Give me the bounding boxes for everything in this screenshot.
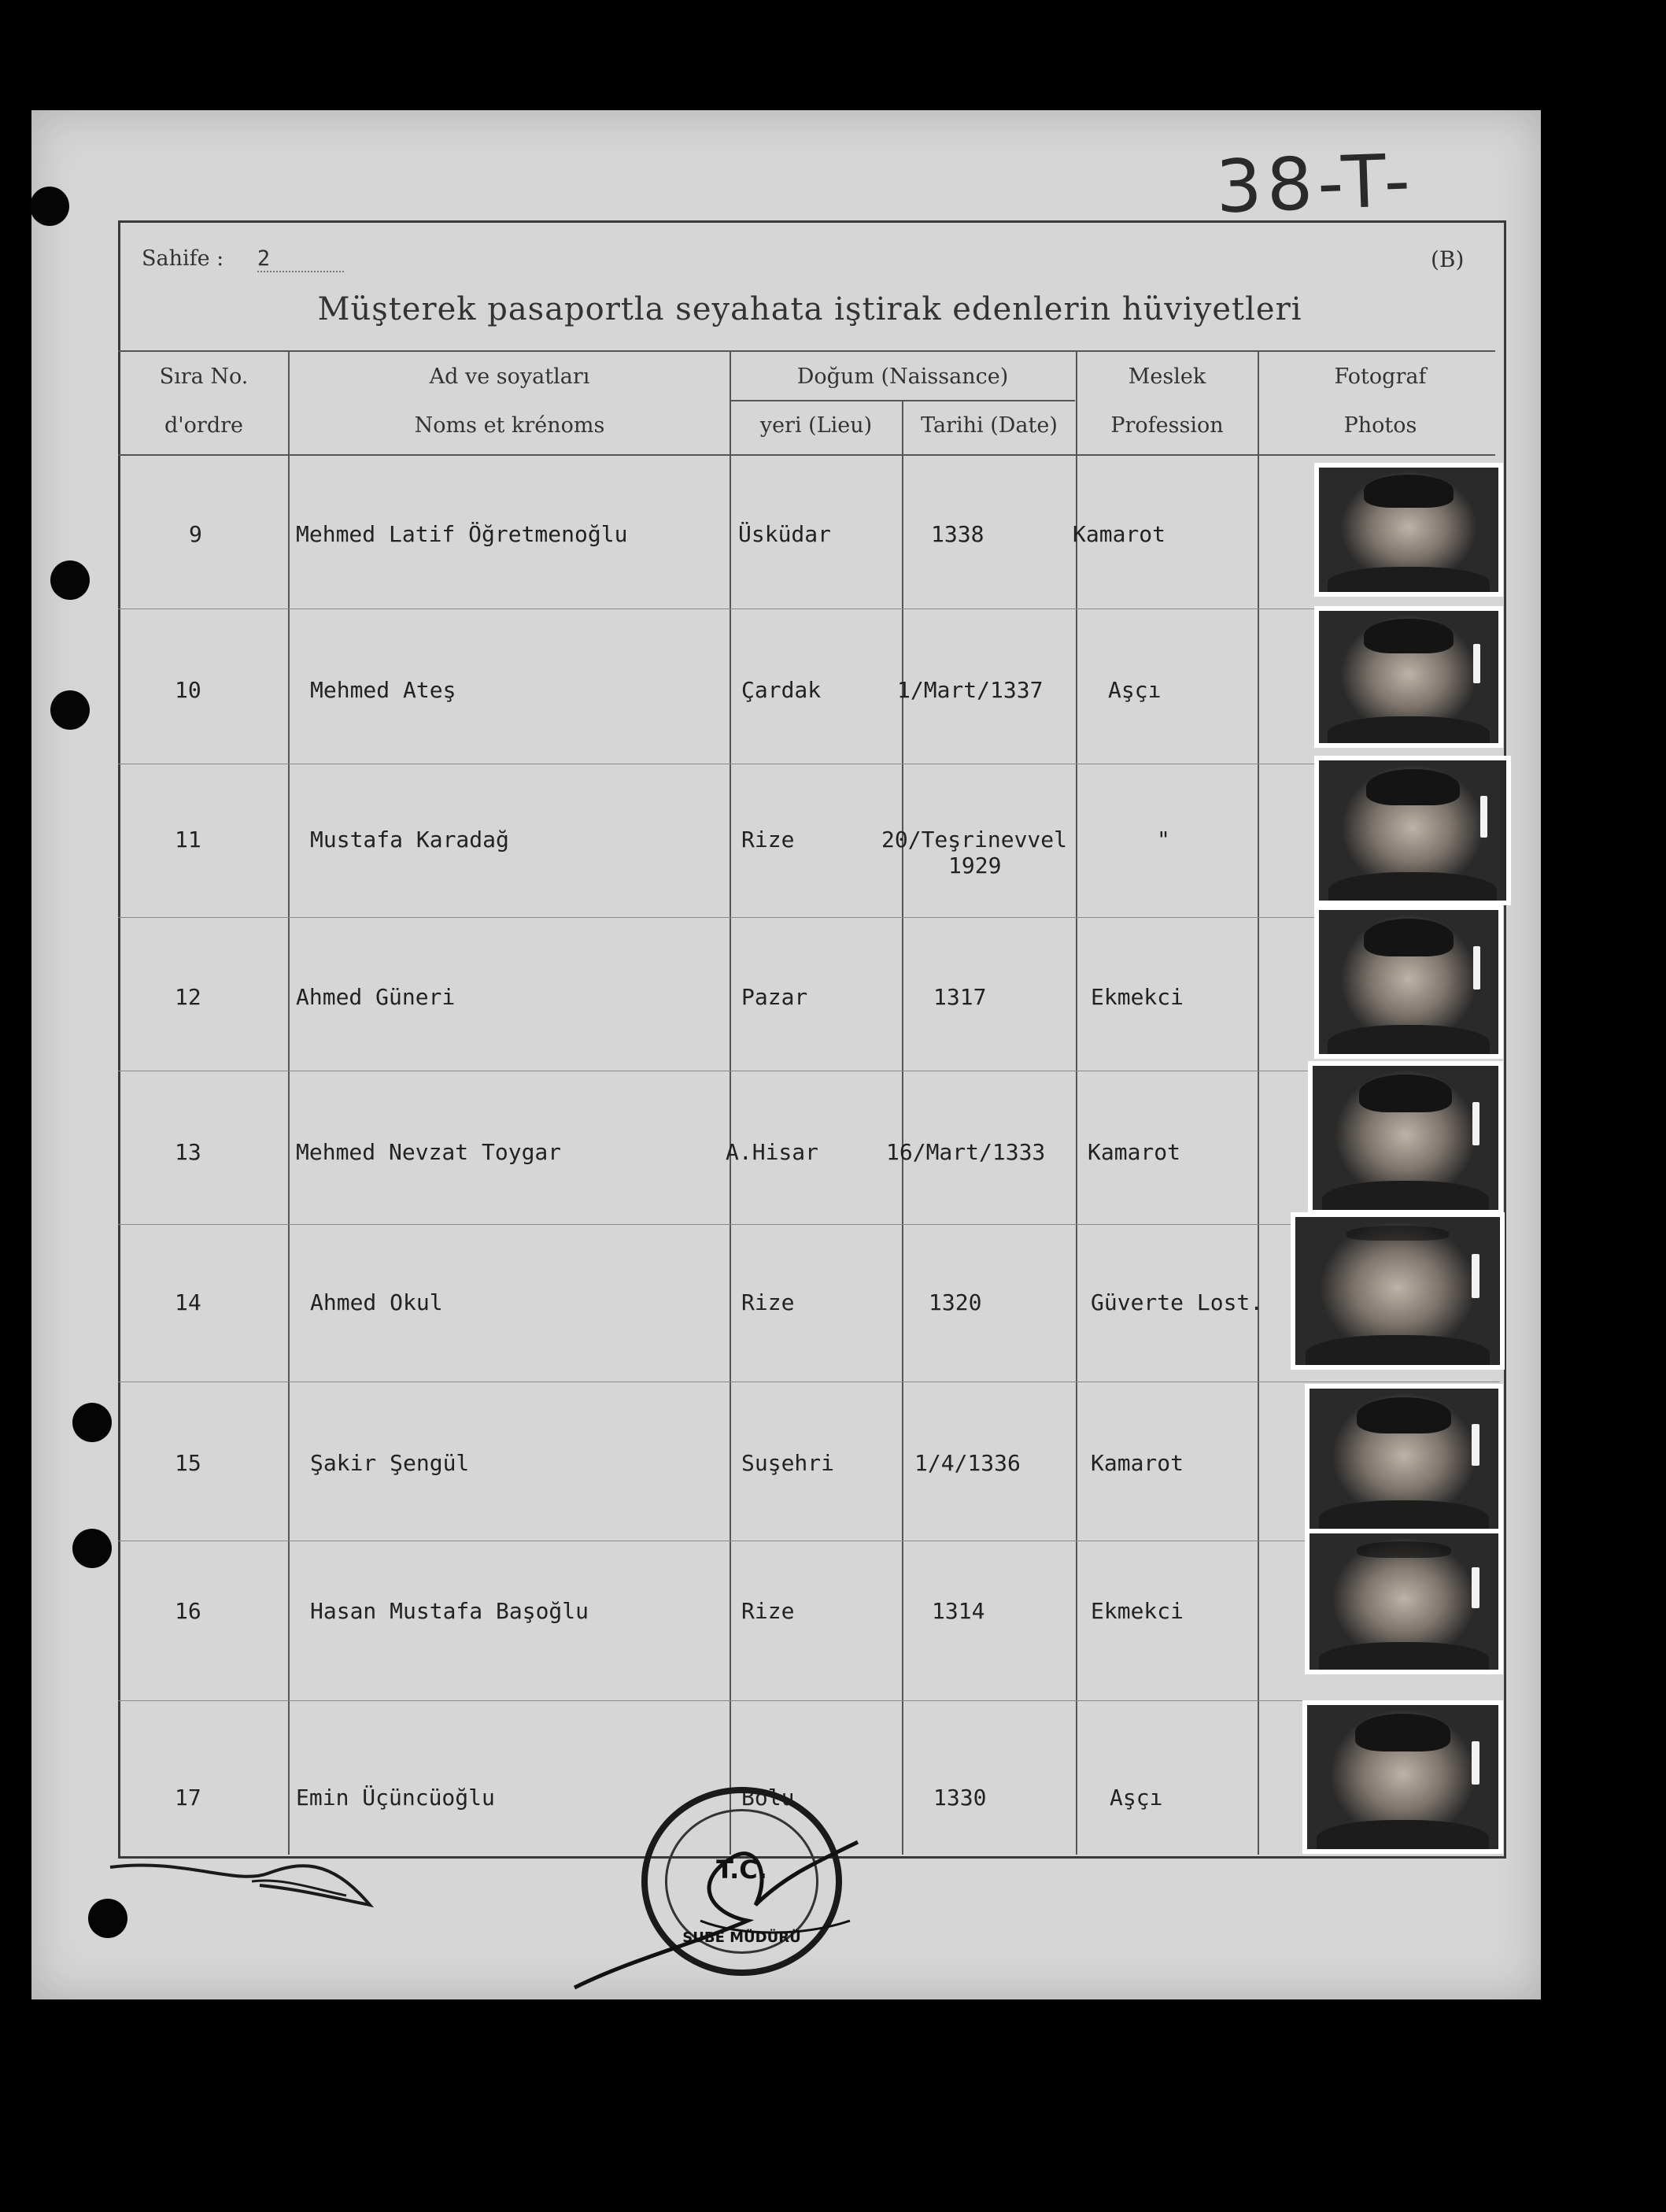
birth-date: 1317 — [933, 984, 987, 1010]
row-number: 11 — [175, 827, 201, 853]
handwritten-reference: 38-T- — [1214, 138, 1417, 230]
profession: Aşçı — [1110, 1785, 1163, 1811]
birth-place: Bolu — [741, 1785, 795, 1811]
profession: Ekmekci — [1091, 984, 1184, 1010]
birth-place: Rize — [741, 827, 795, 853]
birth-place: Pazar — [741, 984, 808, 1010]
header-sira-fr: d'ordre — [164, 413, 244, 438]
row-number: 14 — [175, 1289, 201, 1315]
header-birth: Doğum (Naissance) — [796, 364, 1009, 389]
profession: Ekmekci — [1091, 1598, 1184, 1624]
person-name: Ahmed Okul — [310, 1289, 443, 1315]
header-photo-fr: Photos — [1343, 413, 1417, 438]
header-sira: Sıra No. — [159, 364, 249, 389]
birth-date: 1320 — [929, 1289, 982, 1315]
birth-date: 1314 — [932, 1598, 985, 1624]
birth-date: 16/Mart/1333 — [886, 1139, 1046, 1165]
profession: Güverte Lost. — [1091, 1289, 1264, 1315]
profession: Kamarot — [1073, 521, 1166, 547]
person-name: Emin Üçüncüoğlu — [296, 1785, 495, 1811]
stamp-center-text: T.C. — [716, 1855, 767, 1885]
profession: Kamarot — [1088, 1139, 1181, 1165]
form-code: (B) — [1431, 246, 1465, 272]
birth-date: 20/Teşrinevvel — [881, 827, 1068, 853]
person-name: Mustafa Karadağ — [310, 827, 509, 853]
person-name: Mehmed Latif Öğretmenoğlu — [296, 521, 628, 547]
header-profession: Meslek — [1128, 364, 1206, 389]
person-name: Şakir Şengül — [310, 1450, 470, 1476]
birth-place: Üsküdar — [738, 521, 832, 547]
birth-place: Rize — [741, 1598, 795, 1624]
row-number: 10 — [175, 677, 201, 703]
birth-date: 1/Mart/1337 — [897, 677, 1044, 703]
row-number: 13 — [175, 1139, 201, 1165]
profession: Aşçı — [1108, 677, 1162, 703]
birth-place: Çardak — [741, 677, 822, 703]
stamp-bottom-text: ŞUBE MÜDÜRÜ — [682, 1929, 801, 1946]
birth-date: 1/4/1336 — [914, 1450, 1021, 1476]
person-name: Mehmed Nevzat Toygar — [296, 1139, 562, 1165]
header-birth-date: Tarihi (Date) — [921, 413, 1058, 438]
birth-date: 1330 — [933, 1785, 987, 1811]
row-number: 12 — [175, 984, 201, 1010]
header-photo: Fotograf — [1334, 364, 1427, 389]
birth-date: 1338 — [931, 521, 984, 547]
row-number: 17 — [175, 1785, 201, 1811]
row-number: 9 — [189, 521, 202, 547]
person-name: Mehmed Ateş — [310, 677, 456, 703]
profession: " — [1157, 827, 1170, 853]
profession: Kamarot — [1091, 1450, 1184, 1476]
header-profession-fr: Profession — [1110, 413, 1224, 438]
birth-place: Suşehri — [741, 1450, 835, 1476]
header-name-fr: Noms et krénoms — [414, 413, 605, 438]
birth-date-year: 1929 — [948, 853, 1002, 879]
person-name: Hasan Mustafa Başoğlu — [310, 1598, 589, 1624]
page-number-value: 2 — [257, 246, 344, 272]
person-name: Ahmed Güneri — [296, 984, 456, 1010]
page-title: Müşterek pasaportla seyahata iştirak edenlerin hüviyetleri — [317, 291, 1302, 327]
page-number-label: Sahife : — [142, 246, 224, 271]
birth-place: Rize — [741, 1289, 795, 1315]
row-number: 16 — [175, 1598, 201, 1624]
row-number: 15 — [175, 1450, 201, 1476]
birth-place: A.Hisar — [726, 1139, 819, 1165]
header-birth-place: yeri (Lieu) — [759, 413, 873, 438]
header-name: Ad ve soyatları — [429, 364, 590, 389]
